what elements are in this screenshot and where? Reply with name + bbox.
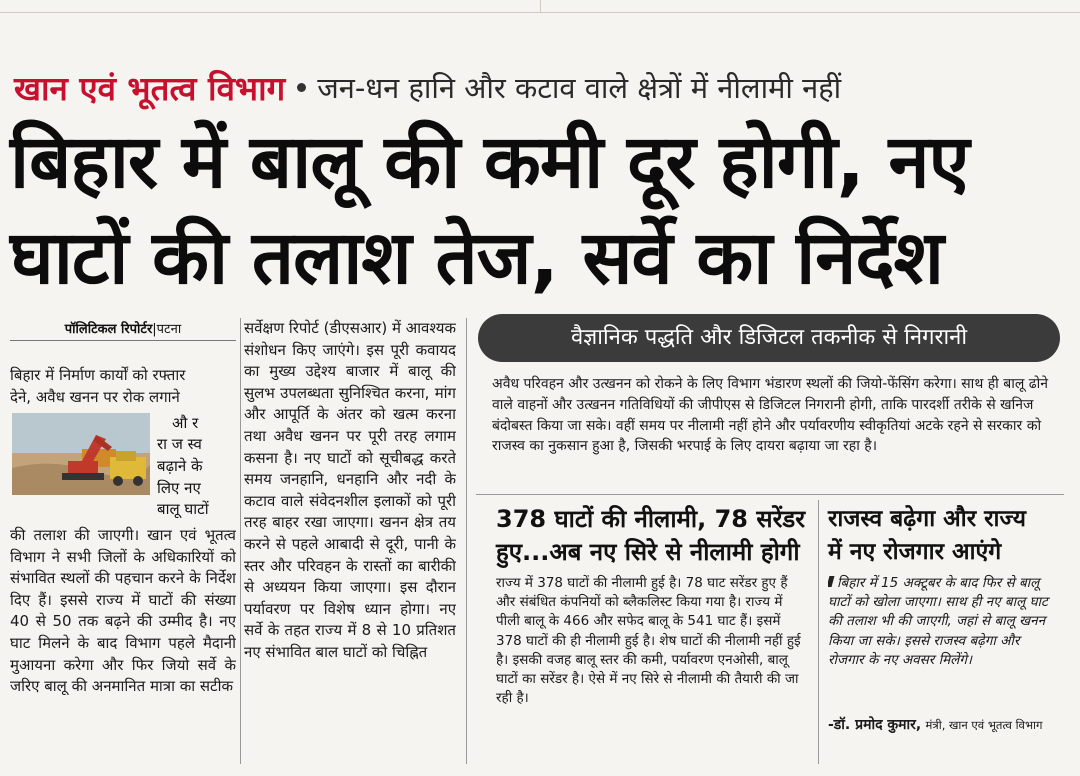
box2-quote <box>828 574 1054 714</box>
box2-heading-line-1: राजस्व बढ़ेगा और राज्य <box>828 506 1026 532</box>
box1-heading-line-1: 378 घाटों की नीलामी, 78 सरेंडर <box>496 505 806 533</box>
byline <box>10 319 236 341</box>
excavator-photo-graphic <box>12 413 150 495</box>
kicker-subhead: जन-धन हानि और कटाव वाले क्षेत्रों में नीलामी नहीं <box>317 70 842 105</box>
column-divider-2 <box>466 318 467 764</box>
box1-heading-line-2: हुए...अब नए सिरे से नीलामी होगी <box>496 538 800 566</box>
byline-reporter: पॉलिटिकल रिपोर्टर <box>64 322 153 337</box>
wrap-line-3: बढ़ाने के <box>157 457 203 475</box>
wrap-line-2: रा ज स्व <box>157 435 202 453</box>
wrap-line-4: लिए नए <box>157 479 201 497</box>
column-1-line-2: देने, अवैध खनन पर रोक लगाने <box>10 387 180 406</box>
panel-heading-pill: वैज्ञानिक पद्धति और डिजिटल तकनीक से निगरानी <box>478 314 1060 362</box>
box2-heading-line-2: में नए रोजगार आएंगे <box>828 539 1002 565</box>
byline-city: पटना <box>156 322 182 337</box>
headline-line-1: बिहार में बालू की कमी दूर होगी, नए <box>10 119 969 205</box>
box1-body: राज्य में 378 घाटों की नीलामी हुई है। 78 घाट सरेंडर हुए हैं और संबंधित कंपनियों को ब्लैकलिस्ट किया गया है। राज्य में पीली बालू के 466 और सफेद बालू के 541 घाट हैं। इसमें 378 घाटों की ही नीलामी हुई है। शेष घाटों की नीलामी नहीं हुई है। इसकी वजह बालू स्तर की कमी, पर्यावरण एनओसी, बालू घाटों का सरेंडर है। ऐसे में नए सिरे से नीलामी की तैयारी की जा रही है। <box>496 575 801 707</box>
column-2-body: सर्वेक्षण रिपोर्ट (डीएसआर) में आवश्यक संशोधन किए जाएंगे। इस पूरी कवायद का मुख्य उद्देश्य बाजार में बालू की सुलभ उपलब्धता सुनिश्चित करना, मांग और आपूर्ति के अंतर को खत्म करना तथा अवैध खनन पर पूरी तरह लगाम कसना है। नए घाटों को सूचीबद्ध करते समय जनहानि, धनहानि और नदी के कटाव वाले संवेदनशील इलाकों को पूरी तरह बाहर रखा जाएगा। खनन क्षेत्र तय करने से पहले आबादी से दूरी, पानी के स्तर और परिवहन के रास्तों का बारीकी से अध्ययन किया जाएगा। इस दौरान पर्यावरण पर विशेष ध्यान होगा। नए सर्वे के तहत राज्य में 8 से 10 प्रतिशत नए संभावित बाल घाटों को चिह्नित <box>244 319 456 661</box>
panel-body: अवैध परिवहन और उत्खनन को रोकने के लिए विभाग भंडारण स्थलों की जियो-फेंसिंग करेगा। साथ ही बालू ढोने वाले वाहनों और उत्खनन गतिविधियों की जीपीएस से डिजिटल निगरानी होगी, ताकि पारदर्शी तरीके से खनिज बंदोबस्त किया जा सके। वहीं समय पर नीलामी नहीं होने और पर्यावरणीय स्वीकृतियां अटके रहने से सरकार को राजस्व का नुकसान हुआ है, जिसकी भरपाई के लिए दायरा बढ़ाया जा रहा है। <box>492 376 1049 455</box>
headline-line-2: घाटों की तलाश तेज, सर्वे का निर्देश <box>10 215 943 301</box>
box2-attribution <box>828 716 1054 762</box>
quote-icon <box>828 576 834 587</box>
top-divider <box>540 0 541 12</box>
column-divider-1 <box>240 318 241 764</box>
minister-name: -डॉ. प्रमोद कुमार, <box>828 717 922 733</box>
headline <box>10 114 1072 306</box>
department-label: खान एवं भूतत्व विभाग <box>14 68 286 108</box>
minister-role: मंत्री, खान एवं भूतत्व विभाग <box>925 718 1043 732</box>
wrap-line-1: औ र <box>172 414 199 432</box>
box-divider <box>818 500 819 764</box>
box2-quote-text: बिहार में 15 अक्टूबर के बाद फिर से बालू घाटों को खोला जाएगा। साथ ही नए बालू घाट की तलाश भी की जाएगी, जहां से बालू खनन किया जा सके। इससे राजस्व बढ़ेगा और रोजगार के नए अवसर मिलेंगे। <box>828 575 1048 668</box>
panel-divider <box>476 494 1064 495</box>
bullet-dot <box>297 83 306 92</box>
column-1-line-1: बिहार में निर्माण कार्यों को रफ्तार <box>10 366 186 384</box>
column-1-intro <box>10 365 236 409</box>
wrap-line-5: बालू घाटों <box>157 500 209 518</box>
byline-separator: | <box>152 322 157 337</box>
top-border <box>0 12 1080 13</box>
column-1-body: की तलाश की जाएगी। खान एवं भूतत्व विभाग ने सभी जिलों के अधिकारियों को संभावित स्थलों की पहचान करने के निर्देश दिए हैं। इससे राज्य में घाटों की संख्या 40 से 50 तक बढ़ने की उम्मीद है। नए घाट मिलने के बाद विभाग पहले मैदानी मुआयना करेगा और फिर जियो सर्वे के जरिए बालू की अनमानित मात्रा का सटीक <box>10 526 236 696</box>
kicker <box>14 62 841 112</box>
photo-excavator <box>12 413 150 495</box>
